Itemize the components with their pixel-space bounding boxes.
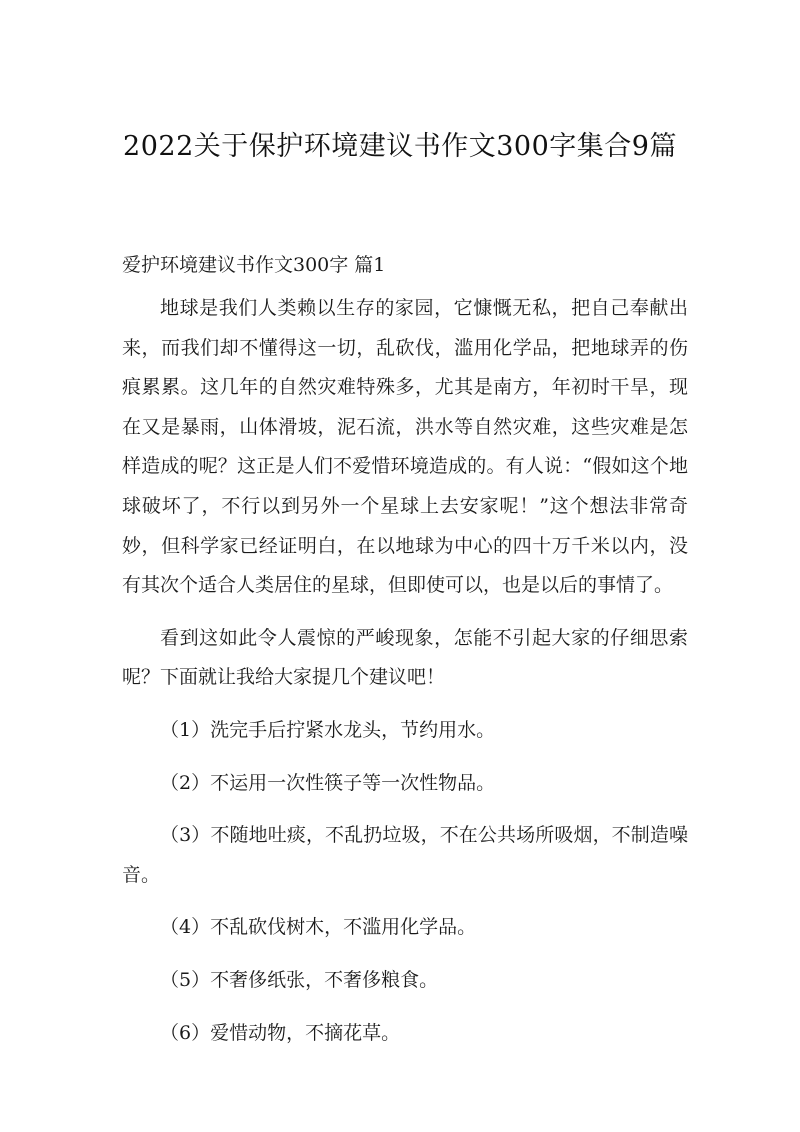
document-title: 2022关于保护环境建议书作文300字集合9篇 bbox=[123, 131, 677, 162]
suggestion-item-6: （6）爱惜动物，不摘花草。 bbox=[160, 1021, 401, 1044]
suggestion-item-2: （2）不运用一次性筷子等一次性物品。 bbox=[160, 771, 496, 794]
paragraph-2: 看到这如此令人震惊的严峻现象，怎能不引起大家的仔细思索呢？下面就让我给大家提几个建议吧！ bbox=[122, 626, 688, 689]
suggestion-item-3: （3）不随地吐痰，不乱扔垃圾，不在公共场所吸烟，不制造噪音。 bbox=[122, 824, 688, 886]
suggestion-item-1: （1）洗完手后拧紧水龙头，节约用水。 bbox=[160, 718, 496, 741]
suggestion-item-4: （4）不乱砍伐树木，不滥用化学品。 bbox=[160, 916, 477, 939]
paragraph-1: 地球是我们人类赖以生存的家园，它慷慨无私，把自己奉献出来，而我们却不懂得这一切，乱砍伐，滥用化学品，把地球弄的伤痕累累。这几年的自然灾难特殊多，尤其是南方，年初时干旱，现在又是暴雨，山体滑坡，泥石流，洪水等自然灾难，这些灾难是怎样造成的呢？这正是人们不爱惜环境造成的。有人说：“假如这个地球破坏了，不行以到另外一个星球上去安家呢！”这个想法非常奇妙，但科学家已经证明白，在以地球为中心的四十万千米以内，没有其次个适合人类居住的星球，但即使可以，也是以后的事情了。 bbox=[122, 297, 688, 597]
document-body bbox=[122, 289, 688, 1053]
suggestion-item-5: （5）不奢侈纸张，不奢侈粮食。 bbox=[160, 968, 439, 991]
essay-heading: 爱护环境建议书作文300字 篇1 bbox=[122, 254, 386, 276]
